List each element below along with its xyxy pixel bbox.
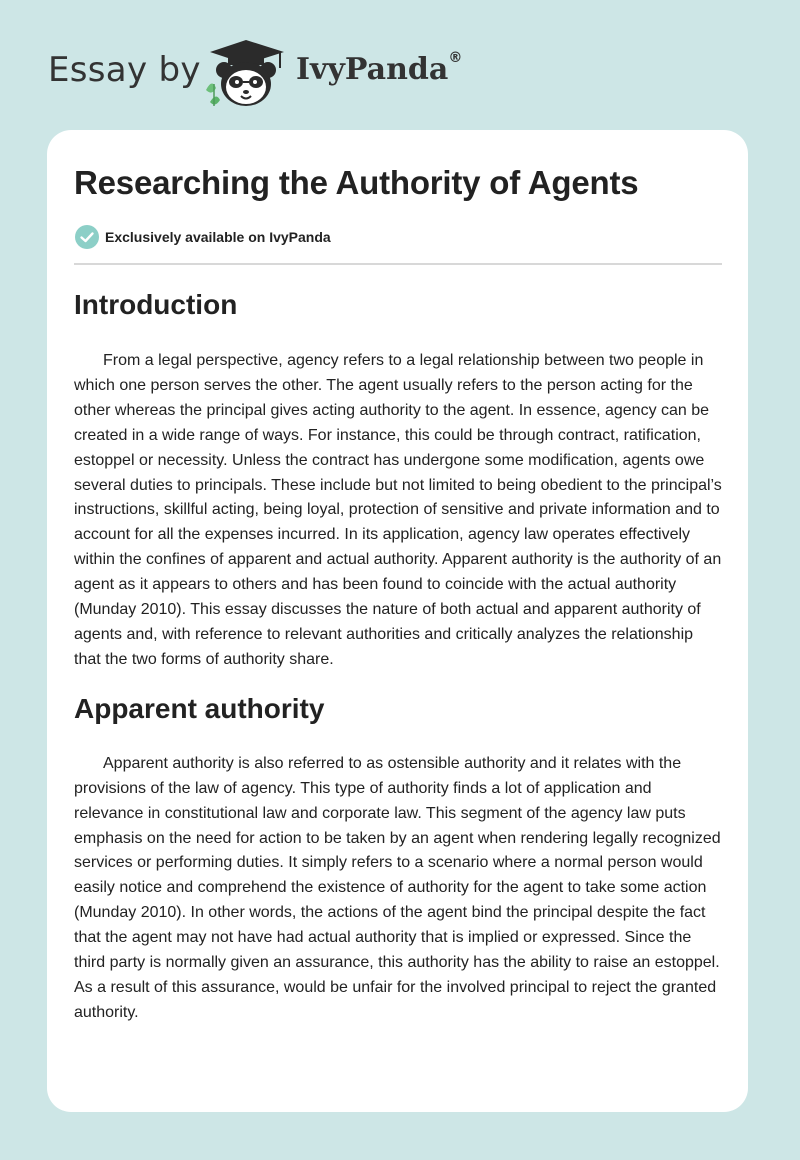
page-title: Researching the Authority of Agents bbox=[74, 164, 639, 201]
registered-mark: ® bbox=[448, 50, 463, 66]
article-card bbox=[47, 130, 748, 1112]
section-body-introduction: From a legal perspective, agency refers to a legal relationship between two people in which one person serves the other. The agent usually refers to the person acting for the other whereas the principal gives acting authority to the agent. In essence, agency can be created in a wide range of ways. For instance, this could be through contract, ratification, estoppel or necessity. Unless the contract has undergone some modification, agents owe several duties to principals. These include but not limited to being obedient to the principal’s instructions, skillful acting, being loyal, protection of sensitive and private information and to account for all the expenses incurred. In its application, agency law operates effectively within the confines of apparent and actual authority. Apparent authority is the authority of an agent as it appears to others and has been found to coincide with the actual authority (Munday 2010). This essay discusses the nature of both actual and apparent authority of agents and, with reference to relevant authorities and critically analyzes the relationship that the two forms of authority share. bbox=[74, 352, 722, 668]
badge-text: Exclusively available on IvyPanda bbox=[105, 229, 331, 245]
brand-name[interactable]: IvyPanda® bbox=[296, 50, 463, 87]
brand-prefix: Essay by bbox=[48, 50, 201, 90]
section-heading-apparent-authority: Apparent authority bbox=[74, 692, 325, 724]
divider bbox=[74, 263, 722, 265]
exclusive-badge bbox=[74, 224, 722, 250]
section-heading-introduction: Introduction bbox=[74, 289, 238, 320]
site-header bbox=[0, 0, 800, 130]
check-circle-icon bbox=[74, 224, 100, 250]
section-body-apparent-authority: Apparent authority is also referred to as ostensible authority and it relates with the provisions of the law of agency. This type of authority finds a lot of application and relevance in constitutional law and corporate law. This segment of the agency law puts emphasis on the need for action to be taken by an agent when rendering legally recognized services or performing duties. It simply refers to a scenario where a normal person would easily notice and comprehend the existence of authority for the agent to take some action (Munday 2010). In other words, the actions of the agent bind the principal despite the fact that the agent may not have had actual authority that is implied or expressed. Since the third party is normally given an assurance, this authority has the ability to raise an estoppel. As a result of this assurance, would be unfair for the involved principal to reject the granted authority. bbox=[74, 754, 721, 1021]
panda-graduate-logo-icon[interactable] bbox=[200, 38, 292, 108]
